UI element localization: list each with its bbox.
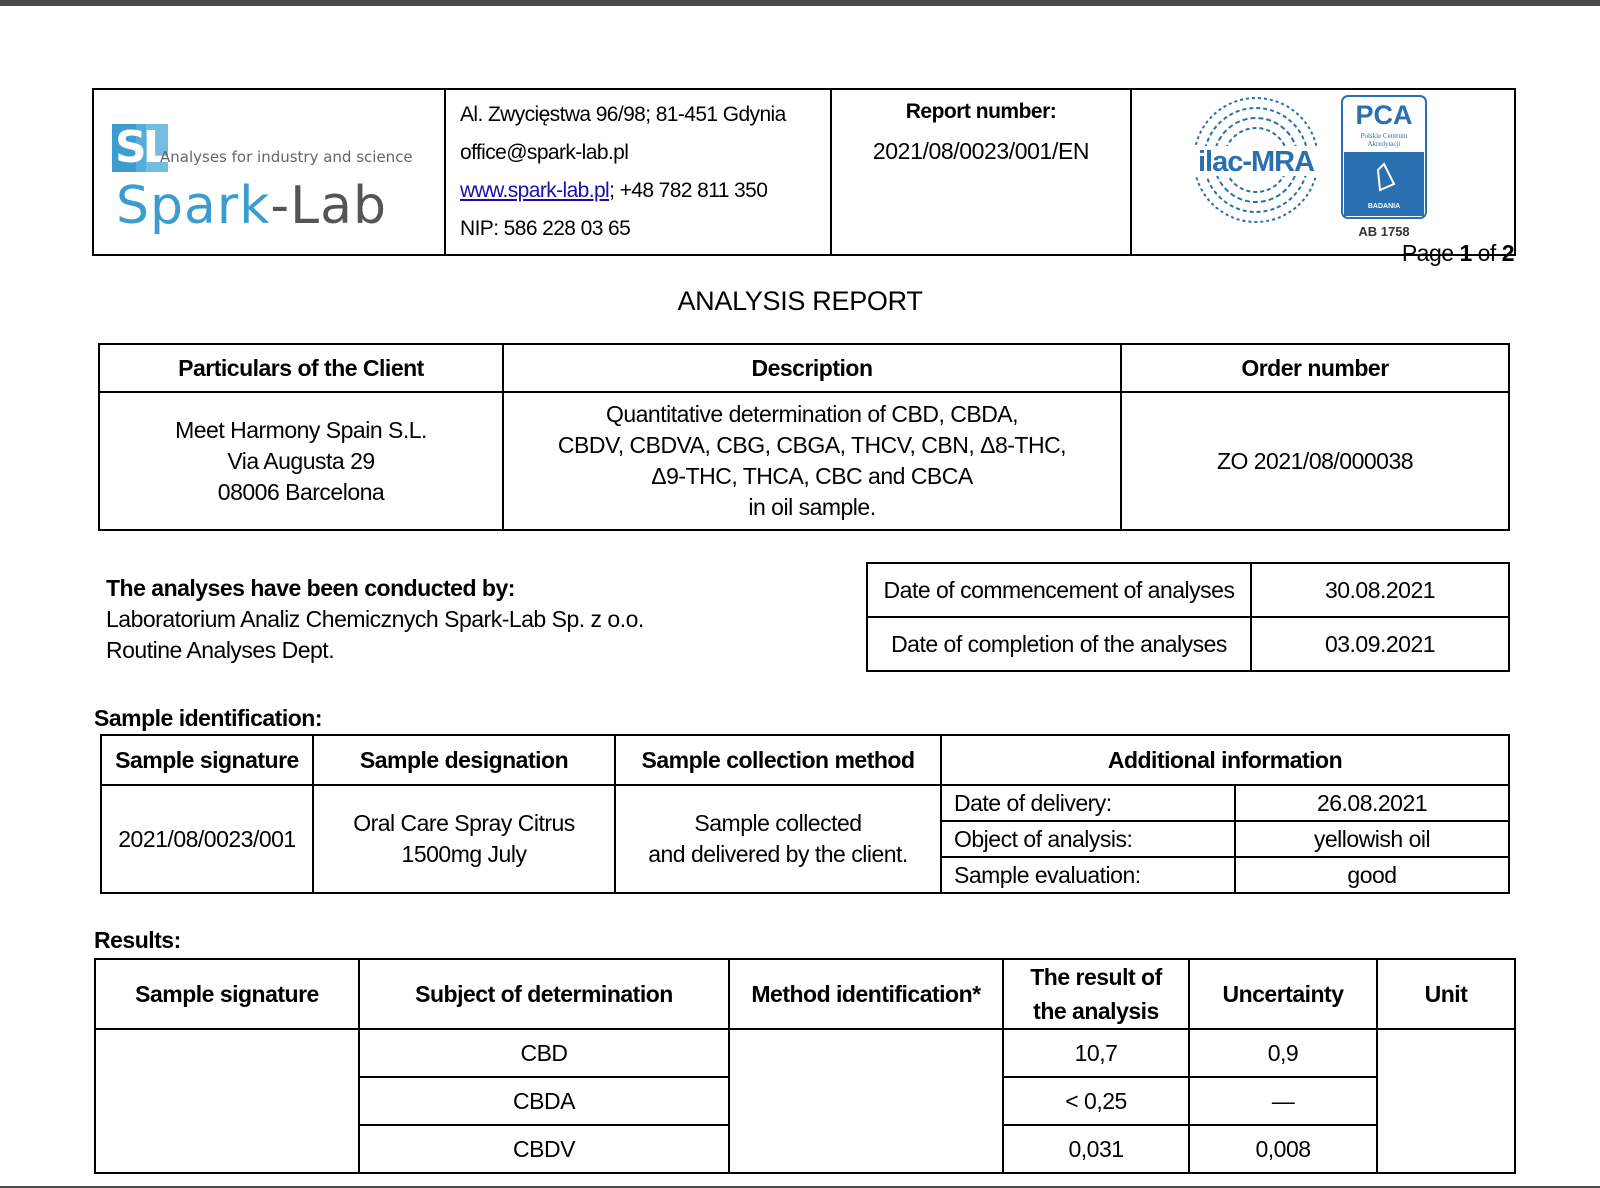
sample-designation: Oral Care Spray Citrus 1500mg July bbox=[313, 785, 615, 893]
subject-cell: CBDA bbox=[359, 1077, 729, 1125]
address-cell bbox=[445, 89, 831, 255]
object-of-analysis: yellowish oil bbox=[1235, 821, 1509, 857]
description-cell: Quantitative determination of CBD, CBDA, CBDV, CBDVA, CBG, CBGA, THCV, CBN, Δ8-THC, Δ9-THC, THCA, CBC and CBCA in oil sample. bbox=[503, 392, 1121, 530]
lab-department: Routine Analyses Dept. bbox=[106, 637, 335, 663]
letterhead-table bbox=[92, 88, 1516, 256]
completion-date: 03.09.2021 bbox=[1251, 617, 1509, 671]
client-table bbox=[98, 343, 1510, 531]
collection-method: Sample collected and delivered by the client. bbox=[615, 785, 941, 893]
ilac-mra-icon bbox=[1192, 98, 1320, 222]
unit-header: Unit bbox=[1377, 959, 1515, 1029]
object-of-analysis-label: Object of analysis: bbox=[941, 821, 1235, 857]
logo-cell bbox=[93, 89, 445, 255]
order-number: ZO 2021/08/000038 bbox=[1121, 392, 1509, 530]
result-header: The result of the analysis bbox=[1003, 959, 1189, 1029]
commencement-date: 30.08.2021 bbox=[1251, 563, 1509, 617]
lab-name: Laboratorium Analiz Chemicznych Spark-Lab Sp. z o.o. bbox=[106, 606, 644, 632]
result-cell: < 0,25 bbox=[1003, 1077, 1189, 1125]
results-signature-cell bbox=[95, 1029, 359, 1173]
collection-method-header: Sample collection method bbox=[615, 735, 941, 785]
spark-lab-logo bbox=[112, 120, 444, 234]
sample-identification-label: Sample identification: bbox=[94, 705, 322, 731]
results-signature-header: Sample signature bbox=[95, 959, 359, 1029]
conducted-by-block bbox=[106, 573, 644, 666]
svg-text:PCA: PCA bbox=[1355, 100, 1413, 130]
completion-label: Date of completion of the analyses bbox=[867, 617, 1251, 671]
table-row bbox=[95, 1029, 1515, 1077]
sample-signature: 2021/08/0023/001 bbox=[101, 785, 313, 893]
dates-table bbox=[866, 562, 1510, 672]
conducted-by-heading: The analyses have been conducted by: bbox=[106, 575, 515, 601]
website-link[interactable]: www.spark-lab.pl bbox=[460, 179, 610, 202]
method-cell bbox=[729, 1029, 1003, 1173]
result-cell: 0,031 bbox=[1003, 1125, 1189, 1173]
uncertainty-cell: 0,008 bbox=[1189, 1125, 1377, 1173]
description-header: Description bbox=[503, 344, 1121, 392]
logo-tagline: Analyses for industry and science bbox=[160, 148, 413, 166]
client-header: Particulars of the Client bbox=[99, 344, 503, 392]
uncertainty-header: Uncertainty bbox=[1189, 959, 1377, 1029]
commencement-label: Date of commencement of analyses bbox=[867, 563, 1251, 617]
report-number-label: Report number: bbox=[905, 100, 1057, 123]
accreditation-logos bbox=[1132, 90, 1512, 242]
svg-text:Akredytacji: Akredytacji bbox=[1367, 140, 1401, 148]
website-line bbox=[460, 172, 816, 210]
results-label: Results: bbox=[94, 927, 181, 953]
pca-logo-icon bbox=[1342, 96, 1426, 239]
report-number: 2021/08/0023/001/EN bbox=[872, 138, 1090, 164]
client-particulars: Meet Harmony Spain S.L. Via Augusta 29 08006 Barcelona bbox=[99, 392, 503, 530]
order-number-header: Order number bbox=[1121, 344, 1509, 392]
logo-wordmark: Spark-Lab bbox=[116, 176, 387, 236]
phone-number: ; +48 782 811 350 bbox=[609, 179, 768, 202]
subject-header: Subject of determination bbox=[359, 959, 729, 1029]
report-title: ANALYSIS REPORT bbox=[677, 286, 923, 316]
sl-logo-icon: SL bbox=[112, 120, 170, 178]
uncertainty-cell: 0,9 bbox=[1189, 1029, 1377, 1077]
viewer-top-bar bbox=[0, 0, 1600, 6]
uncertainty-cell: — bbox=[1189, 1077, 1377, 1125]
sample-evaluation-label: Sample evaluation: bbox=[941, 857, 1235, 893]
svg-text:AB 1758: AB 1758 bbox=[1358, 224, 1410, 239]
subject-cell: CBDV bbox=[359, 1125, 729, 1173]
accreditation-cell bbox=[1131, 89, 1515, 255]
page-number: Page 1 of 2 bbox=[1401, 240, 1514, 266]
svg-text:Polskie Centrum: Polskie Centrum bbox=[1360, 132, 1408, 140]
svg-text:ilac-MRA: ilac-MRA bbox=[1197, 146, 1315, 178]
email-address: office@spark-lab.pl bbox=[460, 141, 629, 164]
delivery-date: 26.08.2021 bbox=[1235, 785, 1509, 821]
sample-designation-header: Sample designation bbox=[313, 735, 615, 785]
unit-cell bbox=[1377, 1029, 1515, 1173]
sample-identification-table bbox=[100, 734, 1510, 894]
sample-evaluation: good bbox=[1235, 857, 1509, 893]
result-cell: 10,7 bbox=[1003, 1029, 1189, 1077]
street-address: Al. Zwycięstwa 96/98; 81-451 Gdynia bbox=[460, 103, 786, 126]
nip-number: NIP: 586 228 03 65 bbox=[460, 217, 631, 240]
sample-signature-header: Sample signature bbox=[101, 735, 313, 785]
svg-text:BADANIA: BADANIA bbox=[1367, 203, 1401, 210]
results-table bbox=[94, 958, 1516, 1174]
method-header: Method identification* bbox=[729, 959, 1003, 1029]
delivery-date-label: Date of delivery: bbox=[941, 785, 1235, 821]
additional-info-header: Additional information bbox=[941, 735, 1509, 785]
subject-cell: CBD bbox=[359, 1029, 729, 1077]
report-number-cell bbox=[831, 89, 1131, 255]
